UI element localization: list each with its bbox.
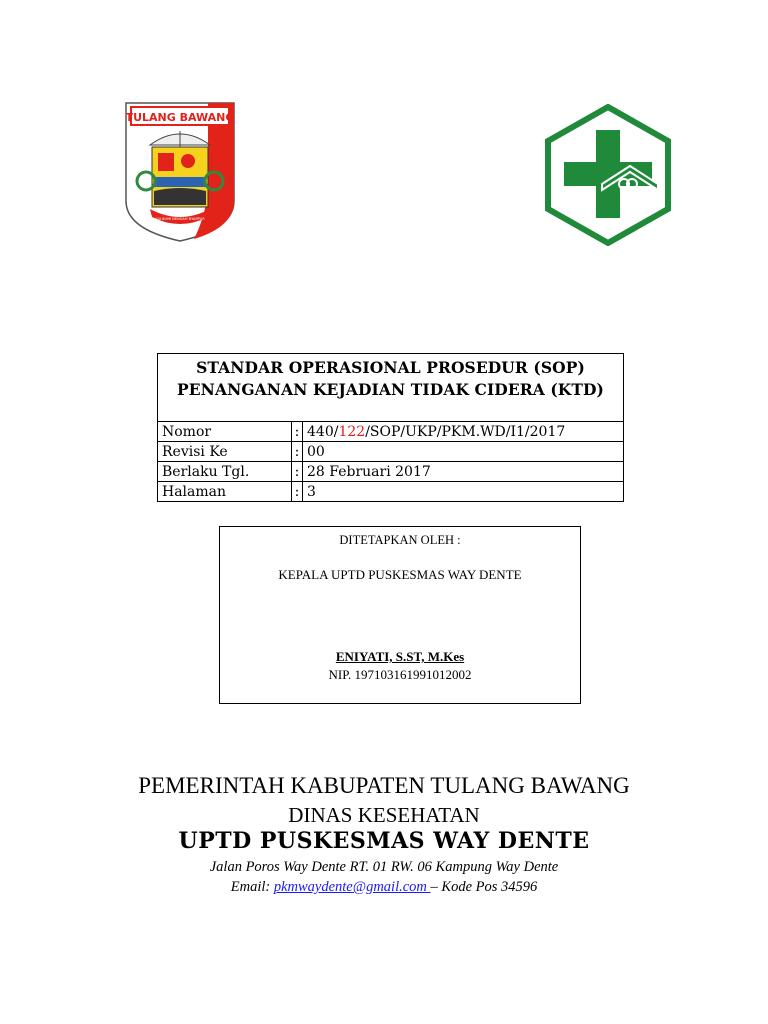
institution-name: UPTD PUSKESMAS WAY DENTE [178,828,590,854]
government-line: PEMERINTAH KABUPATEN TULANG BAWANG [138,773,630,798]
separator: : [292,482,303,502]
halaman-value: 3 [303,482,624,502]
sop-title-line2: PENANGANAN KEJADIAN TIDAK CIDERA (KTD) [177,380,604,399]
approval-role: KEPALA UPTD PUSKESMAS WAY DENTE [278,567,522,582]
berlaku-value: 28 Februari 2017 [303,462,624,482]
separator: : [292,462,303,482]
tulang-bawang-emblem-icon [124,101,236,243]
table-row [158,462,624,482]
table-row [158,482,624,502]
table-row [158,422,624,442]
revisi-label: Revisi Ke [158,442,292,462]
approver-name: ENIYATI, S.ST, M.Kes [335,649,465,664]
nomor-highlight: 122 [338,423,366,440]
sop-table [157,353,624,502]
emblem-motto-text: SAI BUMI NENGAH NYAPPUR [155,217,205,221]
berlaku-label: Berlaku Tgl. [158,462,292,482]
revisi-value: 00 [303,442,624,462]
puskesmas-logo-icon [544,104,672,246]
emblem-banner-text: TULANG BAWANG [125,111,235,124]
postal-code: – Kode Pos 34596 [430,879,538,895]
approver-nip: NIP. 197103161991012002 [328,667,472,682]
email-label: Email: [230,879,274,895]
approval-box [219,526,581,704]
contact-line [0,879,768,896]
sop-title [158,354,624,422]
sop-title-line1: STANDAR OPERASIONAL PROSEDUR (SOP) [196,358,585,377]
address-line: Jalan Poros Way Dente RT. 01 RW. 06 Kampung Way Dente [209,859,559,875]
department-line: DINAS KESEHATAN [288,803,480,827]
email-link[interactable]: pkmwaydente@gmail.com [273,879,431,895]
table-row [158,442,624,462]
nomor-value: 440/122/SOP/UKP/PKM.WD/I1/2017 [303,422,624,442]
nomor-label: Nomor [158,422,292,442]
separator: : [292,442,303,462]
halaman-label: Halaman [158,482,292,502]
approval-by: DITETAPKAN OLEH : [339,533,461,547]
separator: : [292,422,303,442]
